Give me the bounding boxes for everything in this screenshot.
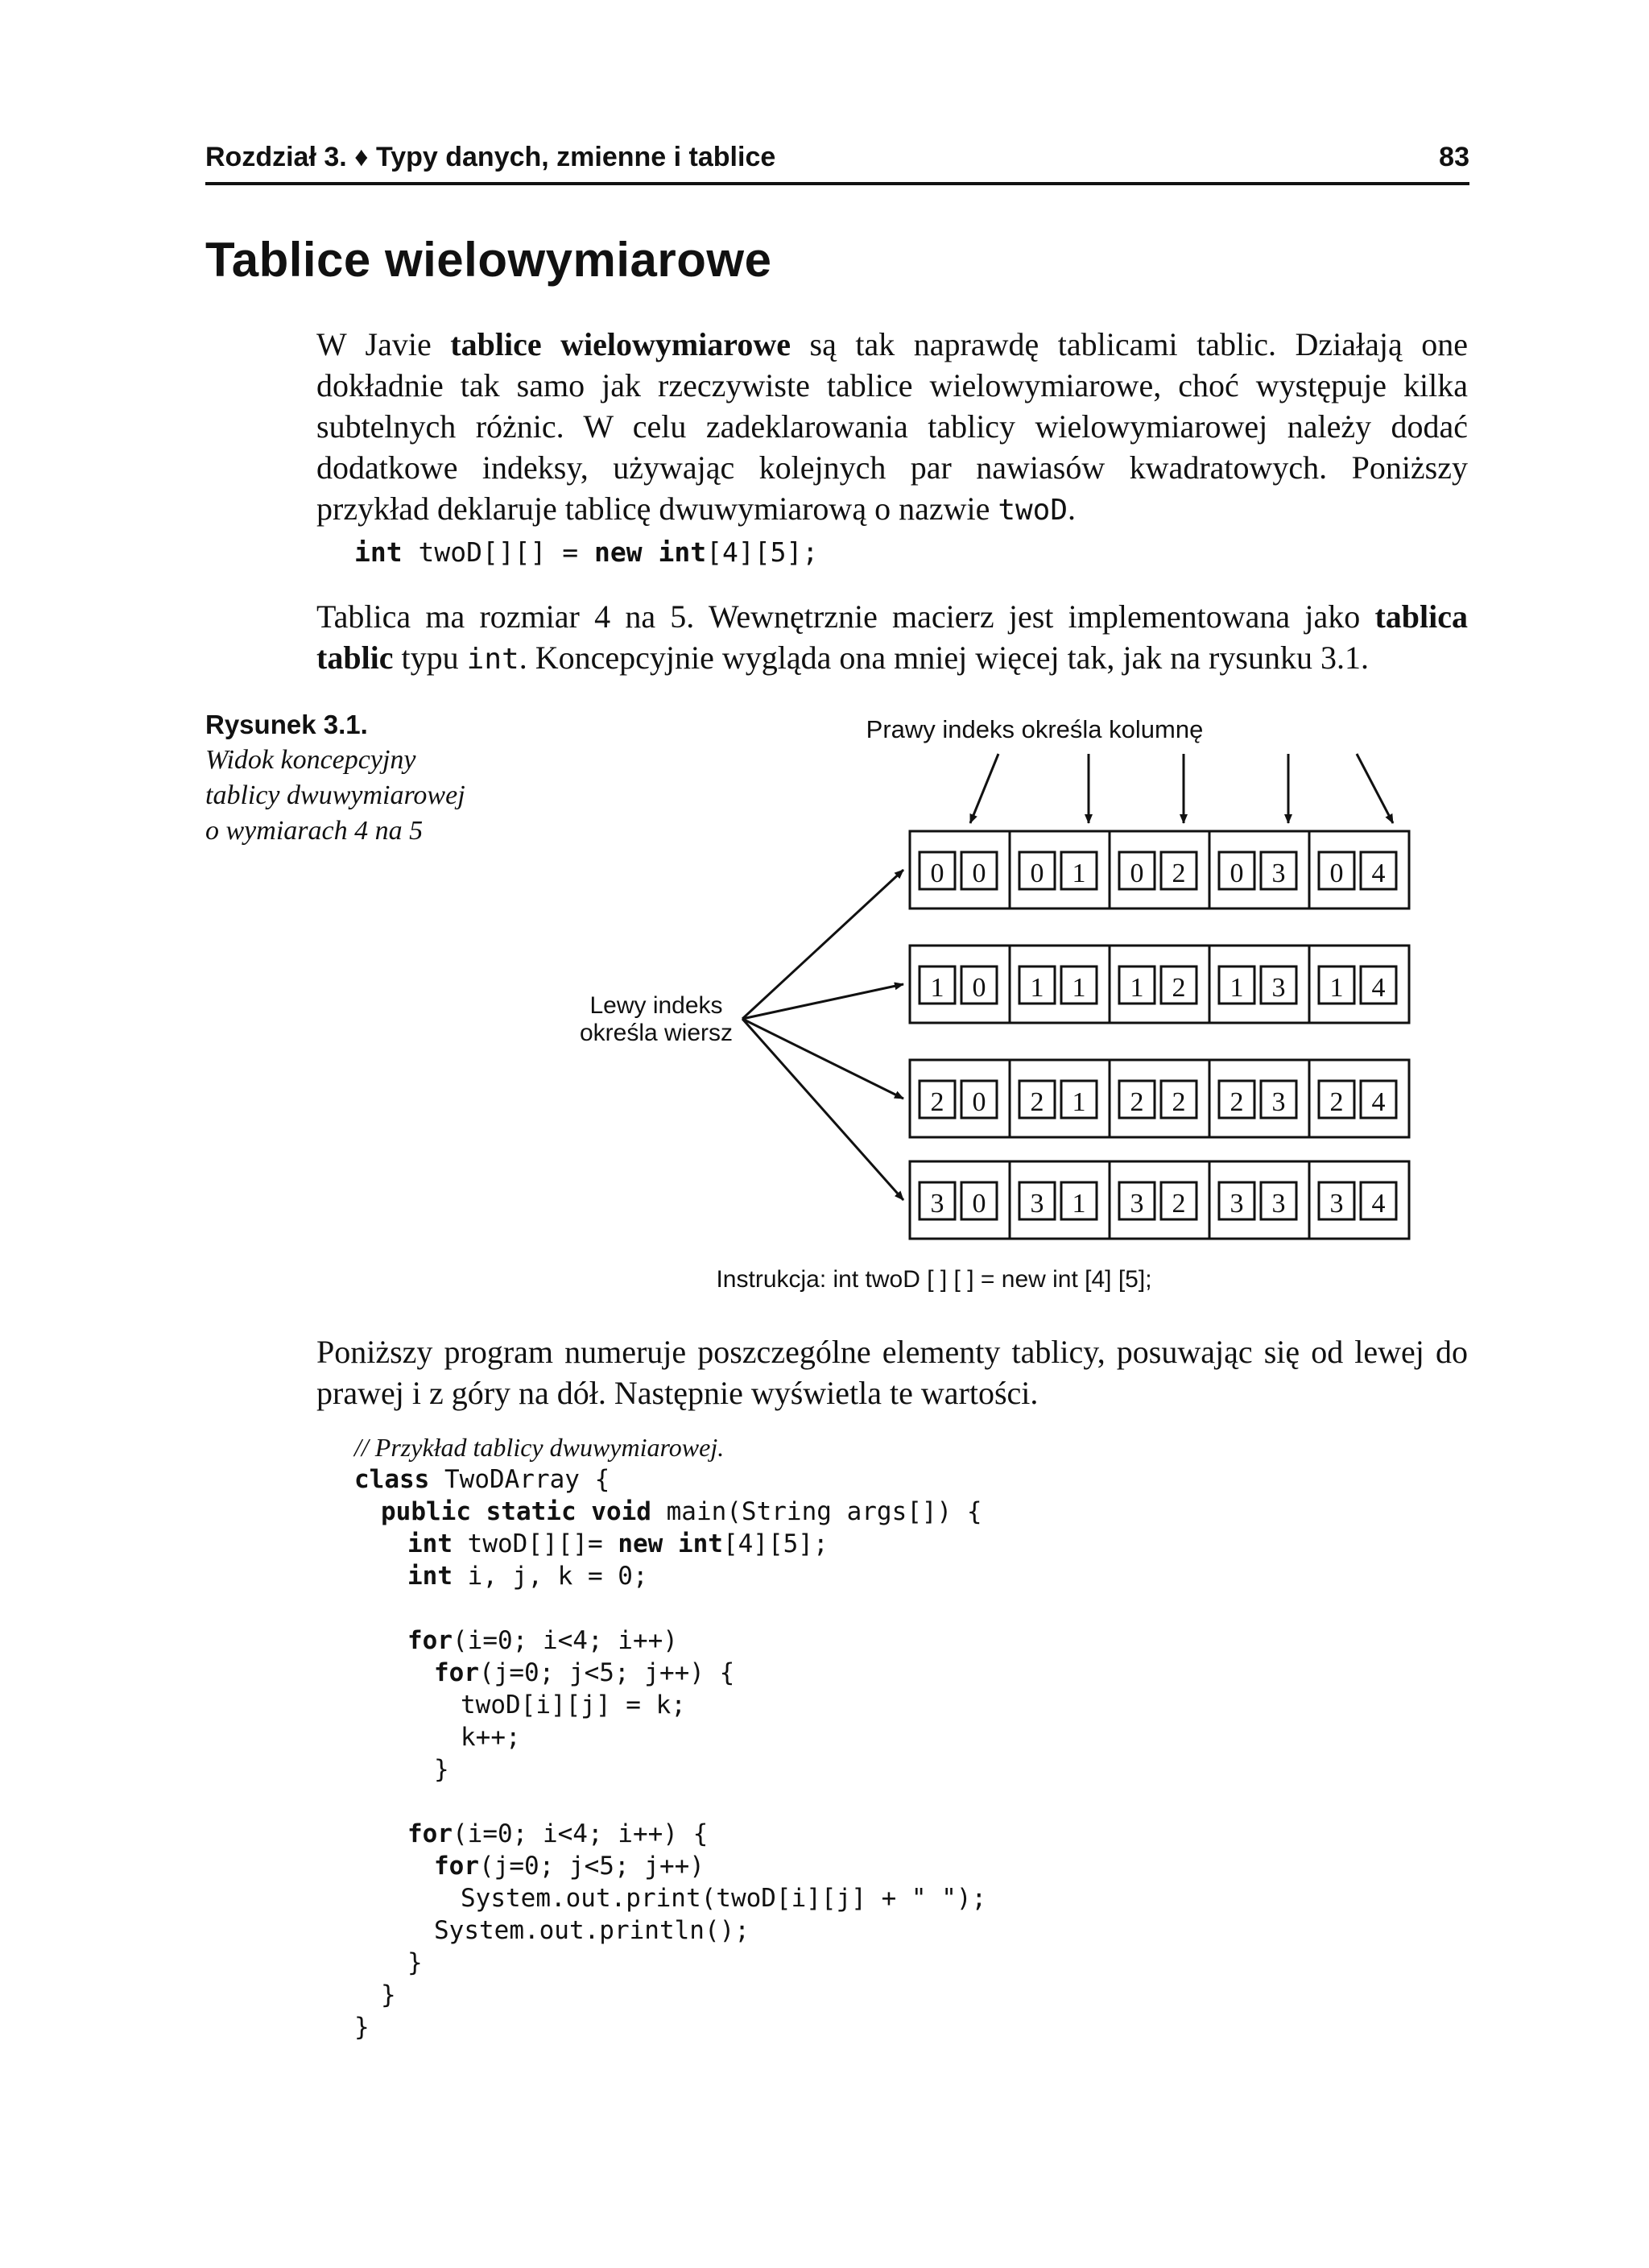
index-digit: 3 — [1329, 1189, 1344, 1219]
code-line: } — [354, 2013, 370, 2042]
index-digit: 1 — [1329, 973, 1344, 1003]
code-line: for(i=0; i<4; i++) { — [407, 1819, 709, 1848]
column-arrow — [970, 754, 998, 823]
index-digit: 3 — [1130, 1189, 1144, 1219]
row-arrows — [742, 870, 903, 1200]
index-digit: 1 — [1230, 973, 1244, 1003]
running-header — [205, 142, 1469, 185]
row-arrow — [742, 984, 903, 1019]
index-digit: 3 — [930, 1189, 944, 1219]
page-number: 83 — [1439, 142, 1469, 172]
index-digit: 3 — [1271, 1087, 1286, 1117]
code-line: twoD[i][j] = k; — [461, 1691, 686, 1720]
code-line: int twoD[][]= new int[4][5]; — [407, 1529, 829, 1558]
code-line: } — [434, 1755, 449, 1784]
array-row-3 — [910, 1161, 1409, 1239]
code-line: for(j=0; j<5; j++) { — [434, 1658, 735, 1687]
index-digit: 1 — [1072, 1087, 1086, 1117]
index-digit: 2 — [930, 1087, 944, 1117]
diamond-separator-icon: ♦ — [354, 142, 369, 172]
index-digit: 1 — [930, 973, 944, 1003]
index-digit: 1 — [1072, 973, 1086, 1003]
caption-number: Rysunek 3.1. — [205, 710, 368, 739]
left-index-label-line-1: Lewy indeks — [589, 992, 723, 1019]
code-line: } — [407, 1948, 423, 1977]
index-digit: 4 — [1371, 859, 1386, 888]
index-digit: 4 — [1371, 973, 1386, 1003]
index-digit: 0 — [1230, 859, 1244, 888]
index-digit: 2 — [1172, 973, 1186, 1003]
section-title: Tablice wielowymiarowe — [205, 233, 772, 287]
code-line: } — [381, 1980, 396, 2009]
index-digit: 3 — [1030, 1189, 1044, 1219]
array-grid — [910, 831, 1409, 1239]
index-digit: 2 — [1172, 859, 1186, 888]
index-digit: 1 — [1130, 973, 1144, 1003]
index-digit: 2 — [1172, 1087, 1186, 1117]
index-digit: 0 — [972, 973, 986, 1003]
column-arrows — [970, 754, 1393, 823]
array-row-1 — [910, 946, 1409, 1023]
index-digit: 0 — [1329, 859, 1344, 888]
index-digit: 0 — [972, 1087, 986, 1117]
program-description: Poniższy program numeruje poszczególne elementy tablicy, posuwając się od lewej do prawej i z góry na dół. Następnie wyświetla te wartości. — [316, 1334, 1468, 1411]
figure-caption — [205, 707, 527, 849]
index-digit: 4 — [1371, 1087, 1386, 1117]
index-digit: 2 — [1030, 1087, 1044, 1117]
code-line: k++; — [461, 1723, 521, 1752]
code-line: public static void main(String args[]) { — [381, 1497, 982, 1526]
index-digit: 0 — [972, 1189, 986, 1219]
row-arrow — [742, 1019, 903, 1200]
chapter-title: Typy danych, zmienne i tablice — [375, 142, 776, 172]
index-digit: 1 — [1072, 859, 1086, 888]
caption-line-2: tablicy dwuwymiarowej — [205, 780, 465, 810]
index-digit: 1 — [1030, 973, 1044, 1003]
array-diagram — [564, 709, 1417, 1309]
array-row-0 — [910, 831, 1409, 908]
header-chapter — [205, 142, 775, 173]
index-digit: 2 — [1230, 1087, 1244, 1117]
declaration-code: int twoD[][] = new int[4][5]; — [354, 536, 819, 568]
index-digit: 3 — [1230, 1189, 1244, 1219]
index-digit: 0 — [972, 859, 986, 888]
index-digit: 3 — [1271, 973, 1286, 1003]
index-digit: 1 — [1072, 1189, 1086, 1219]
chapter-number: Rozdział 3. — [205, 142, 347, 172]
instruction-label: Instrukcja: int twoD [ ] [ ] = new int [4] [5]; — [716, 1266, 1152, 1293]
code-line: class TwoDArray { — [354, 1465, 610, 1494]
column-arrow — [1357, 754, 1393, 823]
intro-paragraph: W Javie tablice wielowymiarowe są tak naprawdę tablicami tablic. Działają one dokładnie tak samo jak rzeczywiste tablice wielowymiarowe, choć występuje kilka subtelnych różnic. W celu zadeklarowania tablicy wielowymiarowej należy dodać dodatkowe indeksy, używając kolejnych par nawiasów kwadratowych. Poniższy przykład deklaruje tablicę dwuwymiarową o nazwie twoD. — [316, 326, 1469, 527]
index-digit: 0 — [930, 859, 944, 888]
right-index-label: Prawy indeks określa kolumnę — [866, 715, 1204, 743]
caption-line-3: o wymiarach 4 na 5 — [205, 816, 424, 846]
code-comment: // Przykład tablicy dwuwymiarowej. — [354, 1433, 725, 1462]
index-digit: 2 — [1329, 1087, 1344, 1117]
code-line: System.out.println(); — [434, 1916, 750, 1945]
row-arrow — [742, 870, 903, 1019]
index-digit: 3 — [1271, 859, 1286, 888]
code-line: for(j=0; j<5; j++) — [434, 1852, 705, 1881]
index-digit: 0 — [1030, 859, 1044, 888]
row-arrow — [742, 1019, 903, 1099]
array-diagram-svg — [564, 709, 1417, 1309]
index-digit: 2 — [1172, 1189, 1186, 1219]
index-digit: 2 — [1130, 1087, 1144, 1117]
left-index-label-line-2: określa wiersz — [579, 1020, 734, 1046]
caption-line-1: Widok koncepcyjny — [205, 745, 416, 775]
index-digit: 0 — [1130, 859, 1144, 888]
index-digit: 4 — [1371, 1189, 1386, 1219]
code-line: int i, j, k = 0; — [407, 1562, 648, 1591]
code-line: System.out.print(twoD[i][j] + " "); — [461, 1884, 987, 1913]
code-line: for(i=0; i<4; i++) — [407, 1626, 678, 1655]
size-paragraph: Tablica ma rozmiar 4 na 5. Wewnętrznie macierz jest implementowana jako tablica tablic typu int. Koncepcyjnie wygląda ona mniej więcej tak, jak na rysunku 3.1. — [316, 598, 1468, 676]
array-row-2 — [910, 1060, 1409, 1137]
index-digit: 3 — [1271, 1189, 1286, 1219]
